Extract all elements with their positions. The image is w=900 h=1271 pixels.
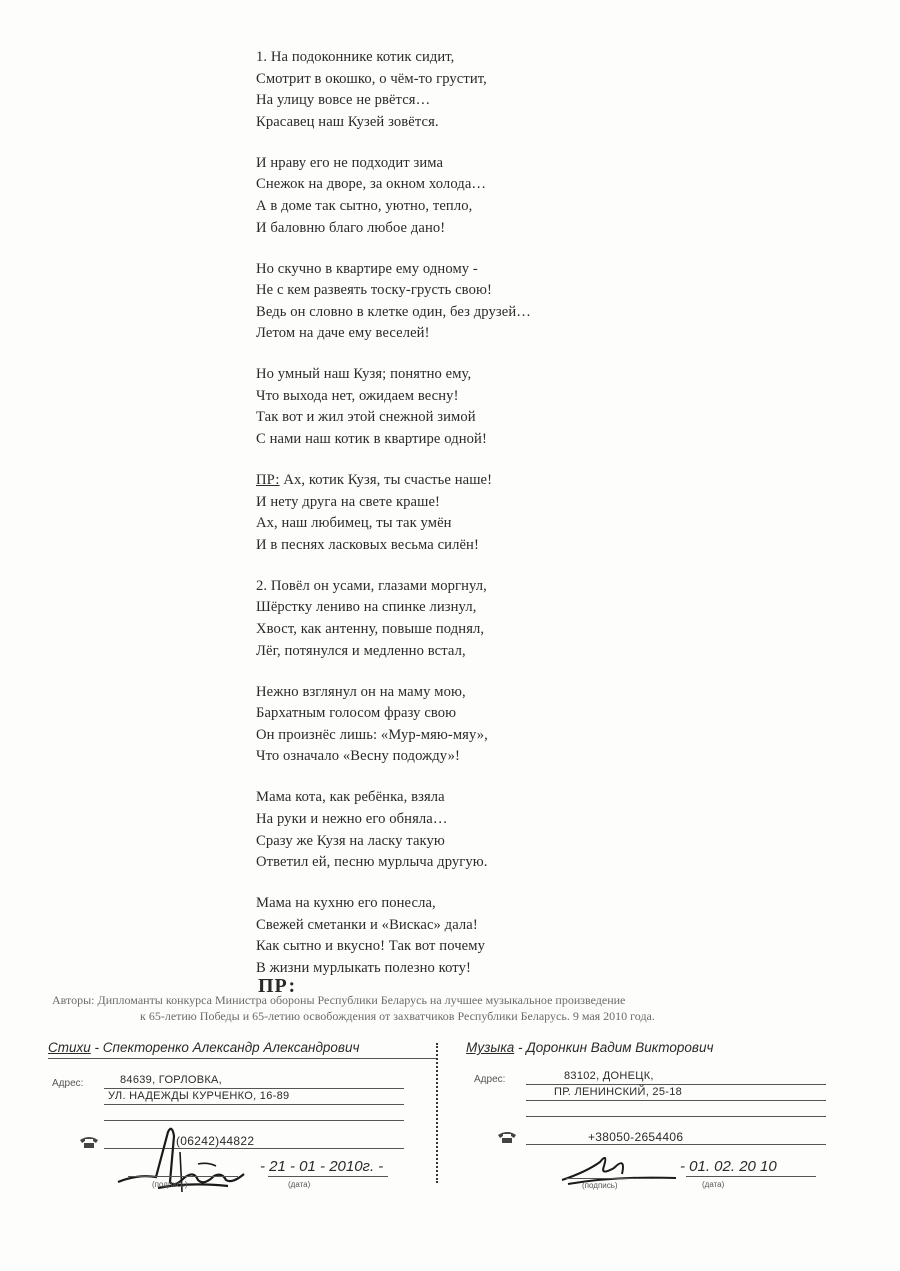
poem-line: В жизни мурлыкать полезно коту!	[256, 959, 471, 976]
poem-line: 1. На подоконнике котик сидит,	[256, 49, 455, 65]
address-line-2: УЛ. НАДЕЖДЫ КУРЧЕНКО, 16-89	[108, 1090, 290, 1102]
phone-number: (06242)44822	[176, 1134, 255, 1148]
poem-line: Красавец наш Кузей зовётся.	[256, 113, 439, 130]
poem-line: И баловню благо любое дано!	[256, 219, 446, 236]
address-line-1: 84639, ГОРЛОВКА,	[120, 1074, 223, 1086]
phone-number: +38050-2654406	[588, 1130, 684, 1144]
date-caption: (дата)	[702, 1180, 725, 1189]
poem-line: Не с кем развеять тоску-грусть свою!	[256, 282, 492, 299]
poem-line: Ответил ей, песню мурлыча другую.	[256, 854, 488, 871]
stanza-2	[256, 153, 816, 239]
underline	[526, 1100, 826, 1101]
stanza-5	[256, 576, 816, 662]
poem-line: Лёг, потянулся и медленно встал,	[256, 642, 466, 659]
authors-note-line: Авторы: Дипломанты конкурса Министра обороны Республики Беларусь на лучшее музыкальное произведение	[52, 993, 626, 1007]
underline	[268, 1176, 388, 1177]
poem-line: Сразу же Кузя на ласку такую	[256, 832, 445, 849]
poem-line: Нежно взглянул он на маму мою,	[256, 683, 466, 700]
role-name: - Спекторенко Александр Александрович	[90, 1040, 360, 1055]
poem-line: Летом на даче ему веселей!	[256, 325, 430, 342]
underline	[48, 1058, 436, 1059]
poem-line: Шёрстку лениво на спинке лизнул,	[256, 599, 477, 616]
poem-line: 2. Повёл он усами, глазами моргнул,	[256, 577, 487, 594]
poem-line: Снежок на дворе, за окном холода…	[256, 176, 487, 193]
authors-note-line: к 65-летию Победы и 65-летию освобождения от захватчиков Республики Беларусь. 9 мая 2010 года.	[140, 1009, 655, 1023]
stanza-8	[256, 893, 816, 979]
poem-line: Бархатным голосом фразу свою	[256, 705, 457, 722]
poem-line: На руки и нежно его обняла…	[256, 810, 448, 827]
lyricist-signature	[98, 1122, 268, 1202]
underline	[526, 1116, 826, 1117]
poem-line: Что означало «Весну подожду»!	[256, 748, 460, 765]
poem-line: Смотрит в окошко, о чём-то грустит,	[256, 70, 487, 87]
role-label: Стихи	[48, 1040, 91, 1055]
stanza-4	[256, 364, 816, 450]
poem-line: Ах, наш любимец, ты так умён	[256, 515, 452, 532]
poem-line: Но скучно в квартире ему одному -	[256, 260, 478, 277]
address-label: Адрес:	[52, 1078, 84, 1089]
address-label: Адрес:	[474, 1074, 506, 1085]
stanza-3	[256, 259, 816, 345]
composer-role	[466, 1040, 836, 1055]
role-name: - Доронкин Вадим Викторович	[514, 1040, 714, 1055]
column-divider	[436, 1043, 438, 1183]
underline	[104, 1104, 404, 1105]
underline	[104, 1088, 404, 1089]
poem-line: ПР: Ах, котик Кузя, ты счастье наше!	[256, 472, 493, 489]
lyricist-role	[48, 1040, 433, 1055]
poem-line: Он произнёс лишь: «Мур-мяю-мяу»,	[256, 726, 488, 743]
poem-line: И нраву его не подходит зима	[256, 154, 444, 171]
poem-line: Хвост, как антенну, повыше поднял,	[256, 621, 485, 638]
telephone-icon	[496, 1130, 518, 1144]
composer-signature	[556, 1142, 686, 1190]
role-label: Музыка	[466, 1040, 515, 1055]
final-chorus-mark: ПР:	[258, 975, 297, 997]
signing-date: - 01. 02. 20 10	[680, 1158, 777, 1175]
date-caption: (дата)	[288, 1180, 311, 1189]
authors-note	[52, 992, 862, 1024]
poem-line: Ведь он словно в клетке один, без друзей…	[256, 303, 531, 320]
poem-line: С нами наш котик в квартире одной!	[256, 431, 487, 448]
telephone-icon	[78, 1135, 100, 1149]
poem-line: И в песнях ласковых весьма силён!	[256, 536, 479, 553]
poem-line: Что выхода нет, ожидаем весну!	[256, 387, 459, 404]
stanza-6	[256, 682, 816, 768]
underline	[104, 1120, 404, 1121]
stanza-1	[256, 47, 816, 133]
signature-caption: (подпись)	[152, 1180, 188, 1189]
poem-line: А в доме так сытно, уютно, тепло,	[256, 197, 473, 214]
poem-text	[256, 47, 816, 999]
poem-line: На улицу вовсе не рвётся…	[256, 92, 431, 109]
chorus-stanza	[256, 470, 816, 556]
underline	[686, 1176, 816, 1177]
lyricist-block	[48, 1040, 433, 1200]
poem-line: Мама на кухню его понесла,	[256, 895, 436, 912]
poem-line: Так вот и жил этой снежной зимой	[256, 409, 476, 426]
stanza-7	[256, 787, 816, 873]
poem-line: И нету друга на свете краше!	[256, 493, 440, 510]
underline	[128, 1176, 238, 1177]
signature-caption: (подпись)	[582, 1181, 618, 1190]
poem-line: Как сытно и вкусно! Так вот почему	[256, 938, 485, 955]
composer-block	[466, 1040, 836, 1200]
underline	[566, 1178, 661, 1179]
signing-date: - 21 - 01 - 2010г. -	[260, 1158, 384, 1175]
address-line-2: ПР. ЛЕНИНСКИЙ, 25-18	[554, 1086, 683, 1098]
underline	[526, 1084, 826, 1085]
poem-line: Но умный наш Кузя; понятно ему,	[256, 366, 472, 383]
address-line-1: 83102, ДОНЕЦК,	[564, 1070, 654, 1082]
poem-line: Мама кота, как ребёнка, взяла	[256, 789, 445, 806]
chorus-label: ПР:	[256, 472, 280, 489]
poem-line: Свежей сметанки и «Вискас» дала!	[256, 916, 478, 933]
